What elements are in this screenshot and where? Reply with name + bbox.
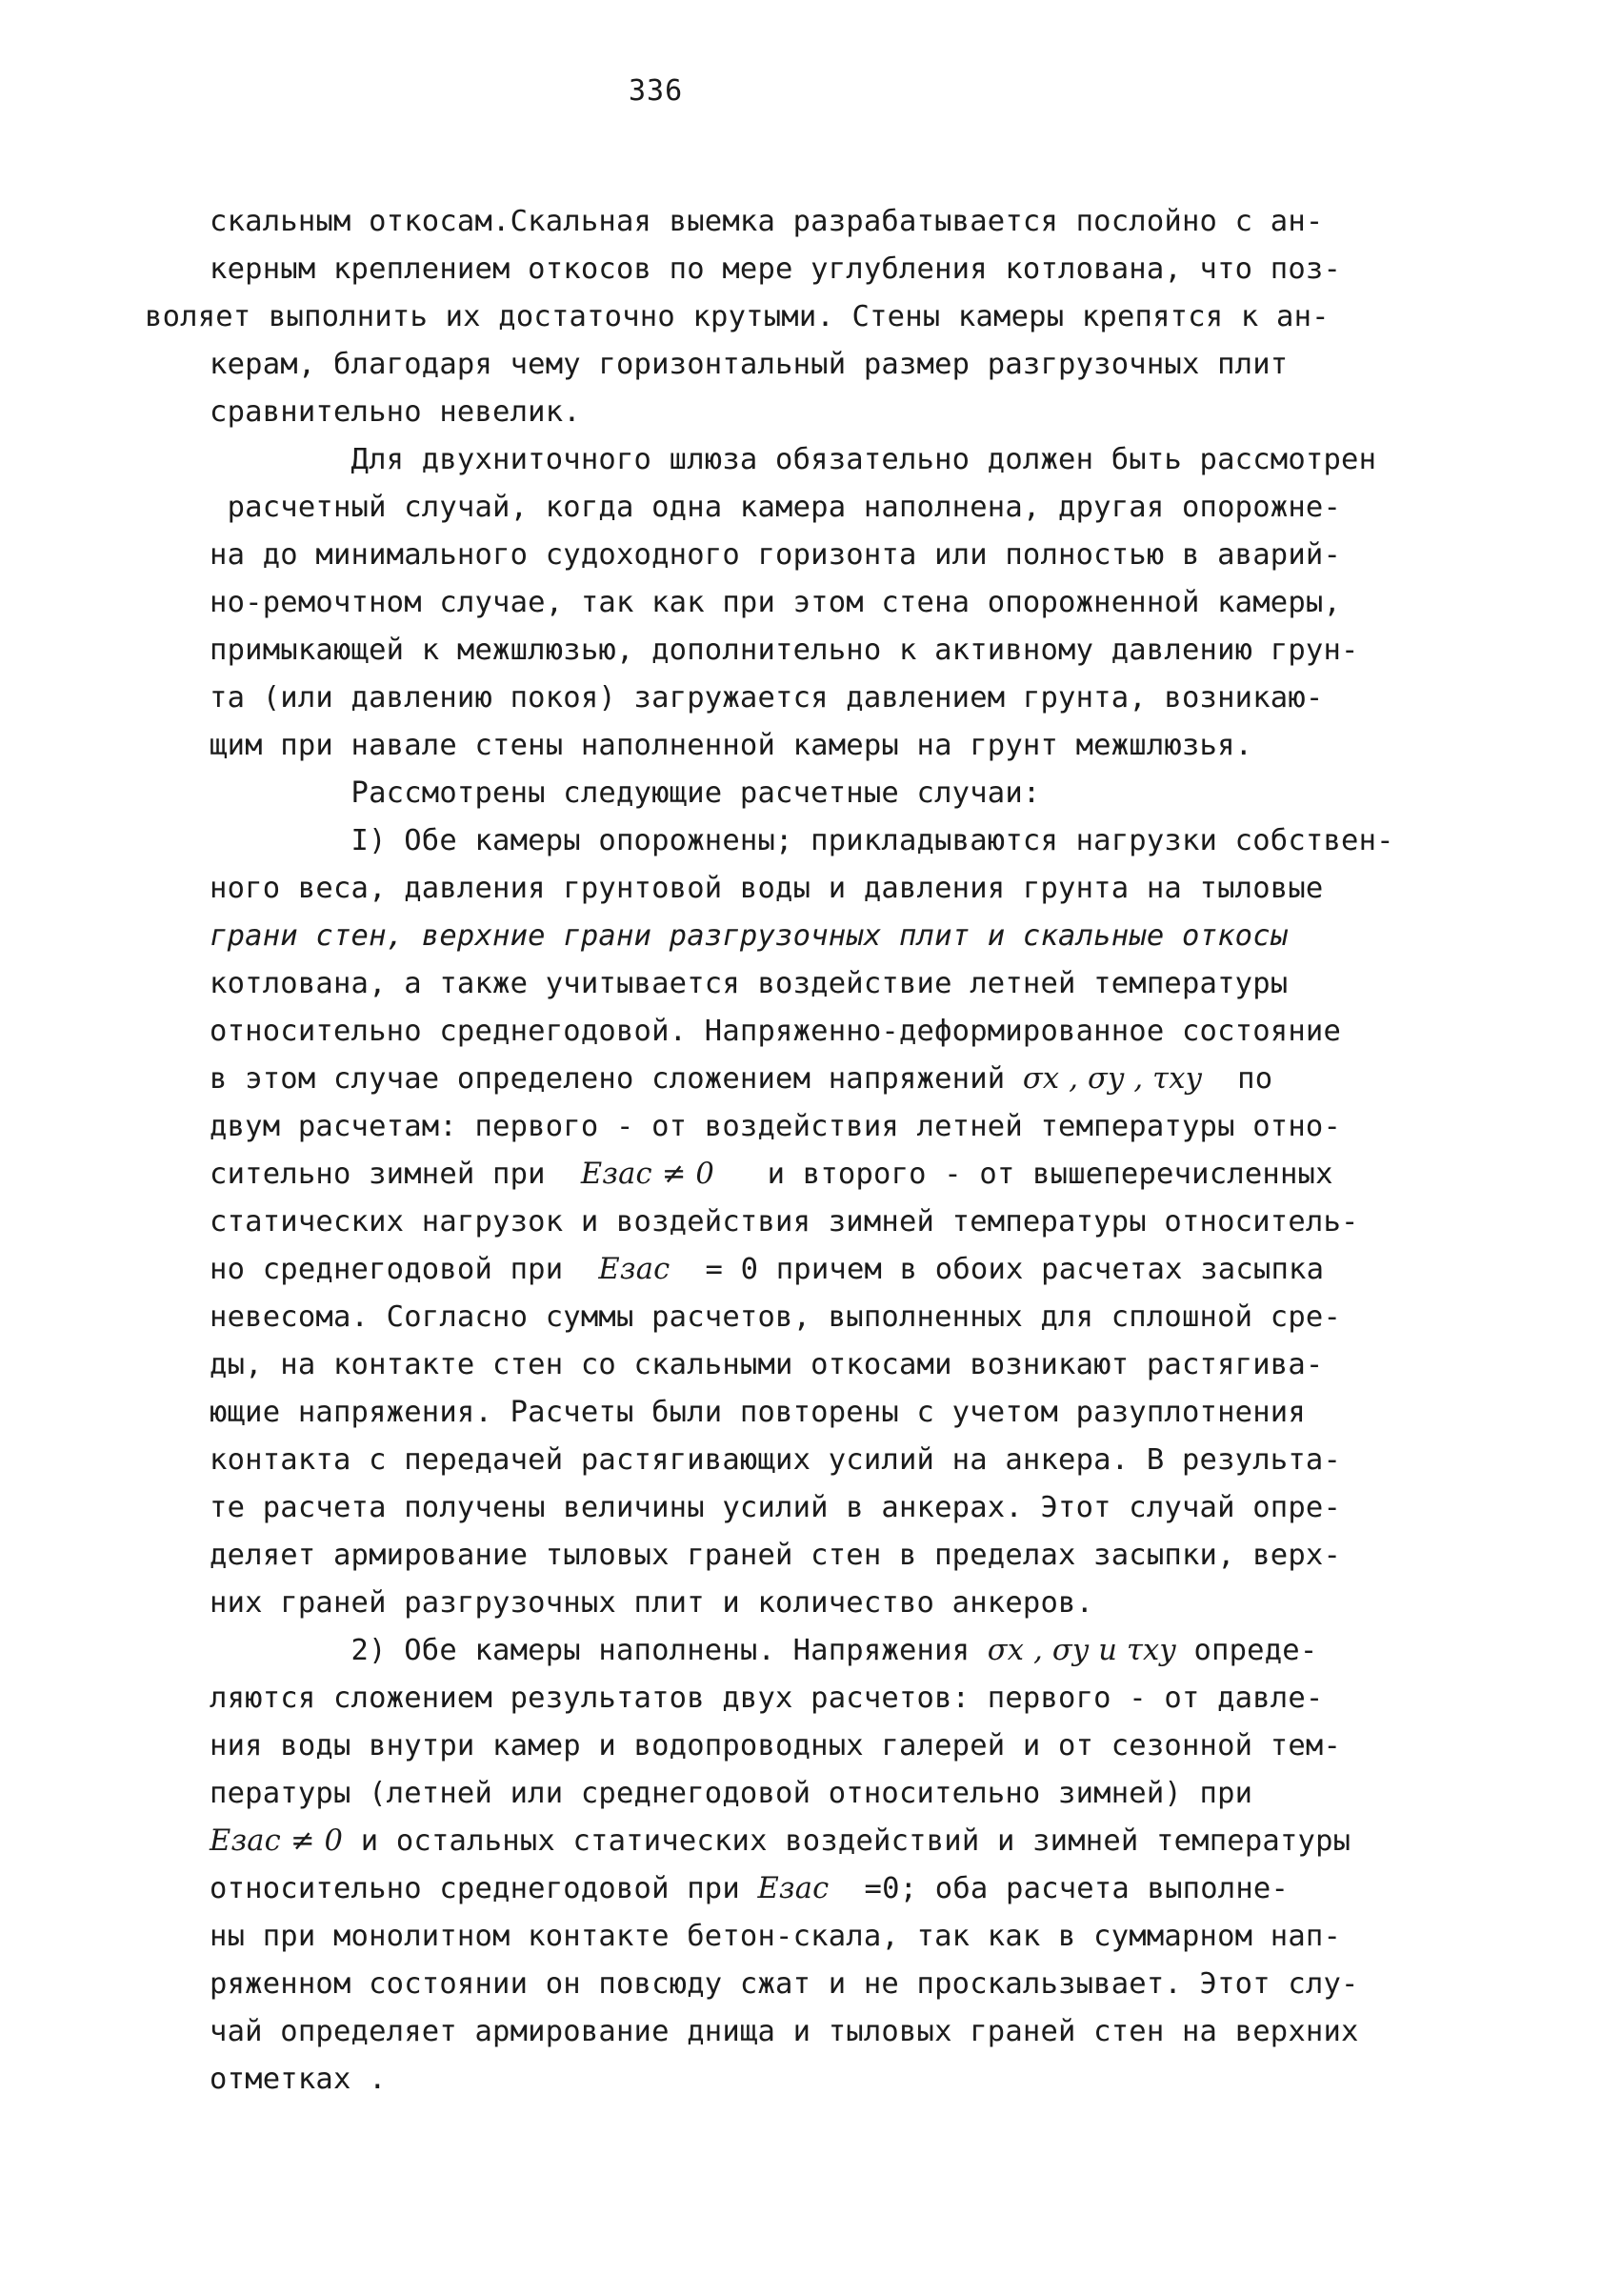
text-line-l11: та (или давлению покоя) загружается давлением грунта, возникаю- xyxy=(210,681,1324,715)
text-line-l35 xyxy=(210,1823,1351,1861)
text-line-l9: но-ремочтном случае, так как при этом стена опорожненной камеры, xyxy=(210,586,1342,619)
text-line-l18: относительно среднегодовой. Напряженно-деформированное состояние xyxy=(210,1015,1342,1048)
text-line-l38: ряженном состоянии он повсюду сжат и не проскальзывает. Этот слу- xyxy=(210,1967,1359,2001)
text-span: и второго - от вышеперечисленных xyxy=(713,1158,1333,1191)
text-line-l22: статических нагрузок и воздействия зимней температуры относитель- xyxy=(210,1205,1359,1239)
text-line-l34: пературы (летней или среднегодовой относительно зимней) при xyxy=(210,1777,1253,1810)
text-line-l13: Рассмотрены следующие расчетные случаи: xyxy=(210,776,1041,810)
text-line-l4: керам, благодаря чему горизонтальный размер разгрузочных плит xyxy=(210,348,1289,381)
text-line-l24: невесома. Согласно суммы расчетов, выполненных для сплошной сре- xyxy=(210,1300,1342,1334)
text-span: в этом случае определено сложением напряжений xyxy=(210,1062,1023,1096)
text-line-l17: котлована, а также учитывается воздействие летней температуры xyxy=(210,967,1289,1000)
text-span: =0; оба расчета выполне- xyxy=(829,1872,1290,1905)
text-line-l3: воляет выполнить их достаточно крутыми. Стены камеры крепятся к ан- xyxy=(145,300,1330,333)
formula: σx , σy , τxy xyxy=(1022,1062,1203,1096)
text-line-l21 xyxy=(210,1156,1333,1194)
text-span: 2) Обе камеры наполнены. Напряжения xyxy=(210,1634,988,1667)
formula: Eзас xyxy=(598,1253,670,1286)
text-line-l31 xyxy=(210,1632,1317,1670)
text-span: сительно зимней при xyxy=(210,1158,581,1191)
text-line-l30: них граней разгрузочных плит и количество анкеров. xyxy=(210,1586,1094,1620)
formula: Eзас ≠ 0 xyxy=(210,1824,344,1858)
text-line-l16: грани стен, верхние грани разгрузочных плит и скальные откосы xyxy=(210,919,1289,953)
text-line-l1: скальным откосам.Скальная выемка разрабатывается послойно с ан- xyxy=(210,205,1324,238)
page-number: 336 xyxy=(629,74,684,108)
formula: σx , σy и τxy xyxy=(987,1634,1176,1667)
text-line-l15: ного веса, давления грунтовой воды и давления грунта на тыловые xyxy=(210,872,1324,905)
text-span: но среднегодовой при xyxy=(210,1253,599,1286)
text-line-l7: расчетный случай, когда одна камера наполнена, другая опорожне- xyxy=(210,491,1342,524)
text-line-l28: те расчета получены величины усилий в анкерах. Этот случай опре- xyxy=(210,1491,1342,1524)
text-line-l33: ния воды внутри камер и водопроводных галерей и от сезонной тем- xyxy=(210,1729,1342,1762)
text-span: = 0 причем в обоих расчетах засыпка xyxy=(670,1253,1325,1286)
text-line-l14: I) Обе камеры опорожнены; прикладываются нагрузки собствен- xyxy=(210,824,1394,857)
text-span: по xyxy=(1202,1062,1273,1096)
text-line-l32: ляются сложением результатов двух расчетов: первого - от давле- xyxy=(210,1682,1324,1715)
text-line-l37: ны при монолитном контакте бетон-скала, так как в суммарном нап- xyxy=(210,1920,1342,1953)
text-line-l26: ющие напряжения. Расчеты были повторены с учетом разуплотнения xyxy=(210,1396,1306,1429)
text-line-l40: отметках . xyxy=(210,2063,387,2096)
text-line-l12: щим при навале стены наполненной камеры на грунт межшлюзья. xyxy=(210,729,1253,762)
text-line-l5: сравнительно невелик. xyxy=(210,395,581,429)
text-line-l23 xyxy=(210,1251,1324,1289)
text-line-l29: деляет армирование тыловых граней стен в пределах засыпки, верх- xyxy=(210,1539,1342,1572)
text-line-l2: керным креплением откосов по мере углубления котлована, что поз- xyxy=(210,252,1342,286)
formula: Eзас ≠ 0 xyxy=(580,1158,714,1191)
text-line-l20: двум расчетам: первого - от воздействия летней температуры отно- xyxy=(210,1110,1342,1143)
text-span: опреде- xyxy=(1175,1634,1318,1667)
text-line-l39: чай определяет армирование днища и тыловых граней стен на верхних xyxy=(210,2015,1359,2048)
text-line-l36 xyxy=(210,1870,1289,1908)
text-line-l10: примыкающей к межшлюзью, дополнительно к активному давлению грун- xyxy=(210,634,1359,667)
text-span: относительно среднегодовой при xyxy=(210,1872,758,1905)
text-span: и остальных статических воздействий и зимней температуры xyxy=(343,1824,1351,1858)
text-line-l27: контакта с передачей растягивающих усилий на анкера. В результа- xyxy=(210,1443,1342,1477)
formula: Eзас xyxy=(757,1872,830,1905)
text-line-l8: на до минимального судоходного горизонта или полностью в аварий- xyxy=(210,538,1342,572)
text-line-l19 xyxy=(210,1060,1272,1098)
text-line-l25: ды, на контакте стен со скальными откосами возникают растягива- xyxy=(210,1348,1324,1381)
text-line-l6: Для двухниточного шлюза обязательно должен быть рассмотрен xyxy=(210,443,1377,476)
